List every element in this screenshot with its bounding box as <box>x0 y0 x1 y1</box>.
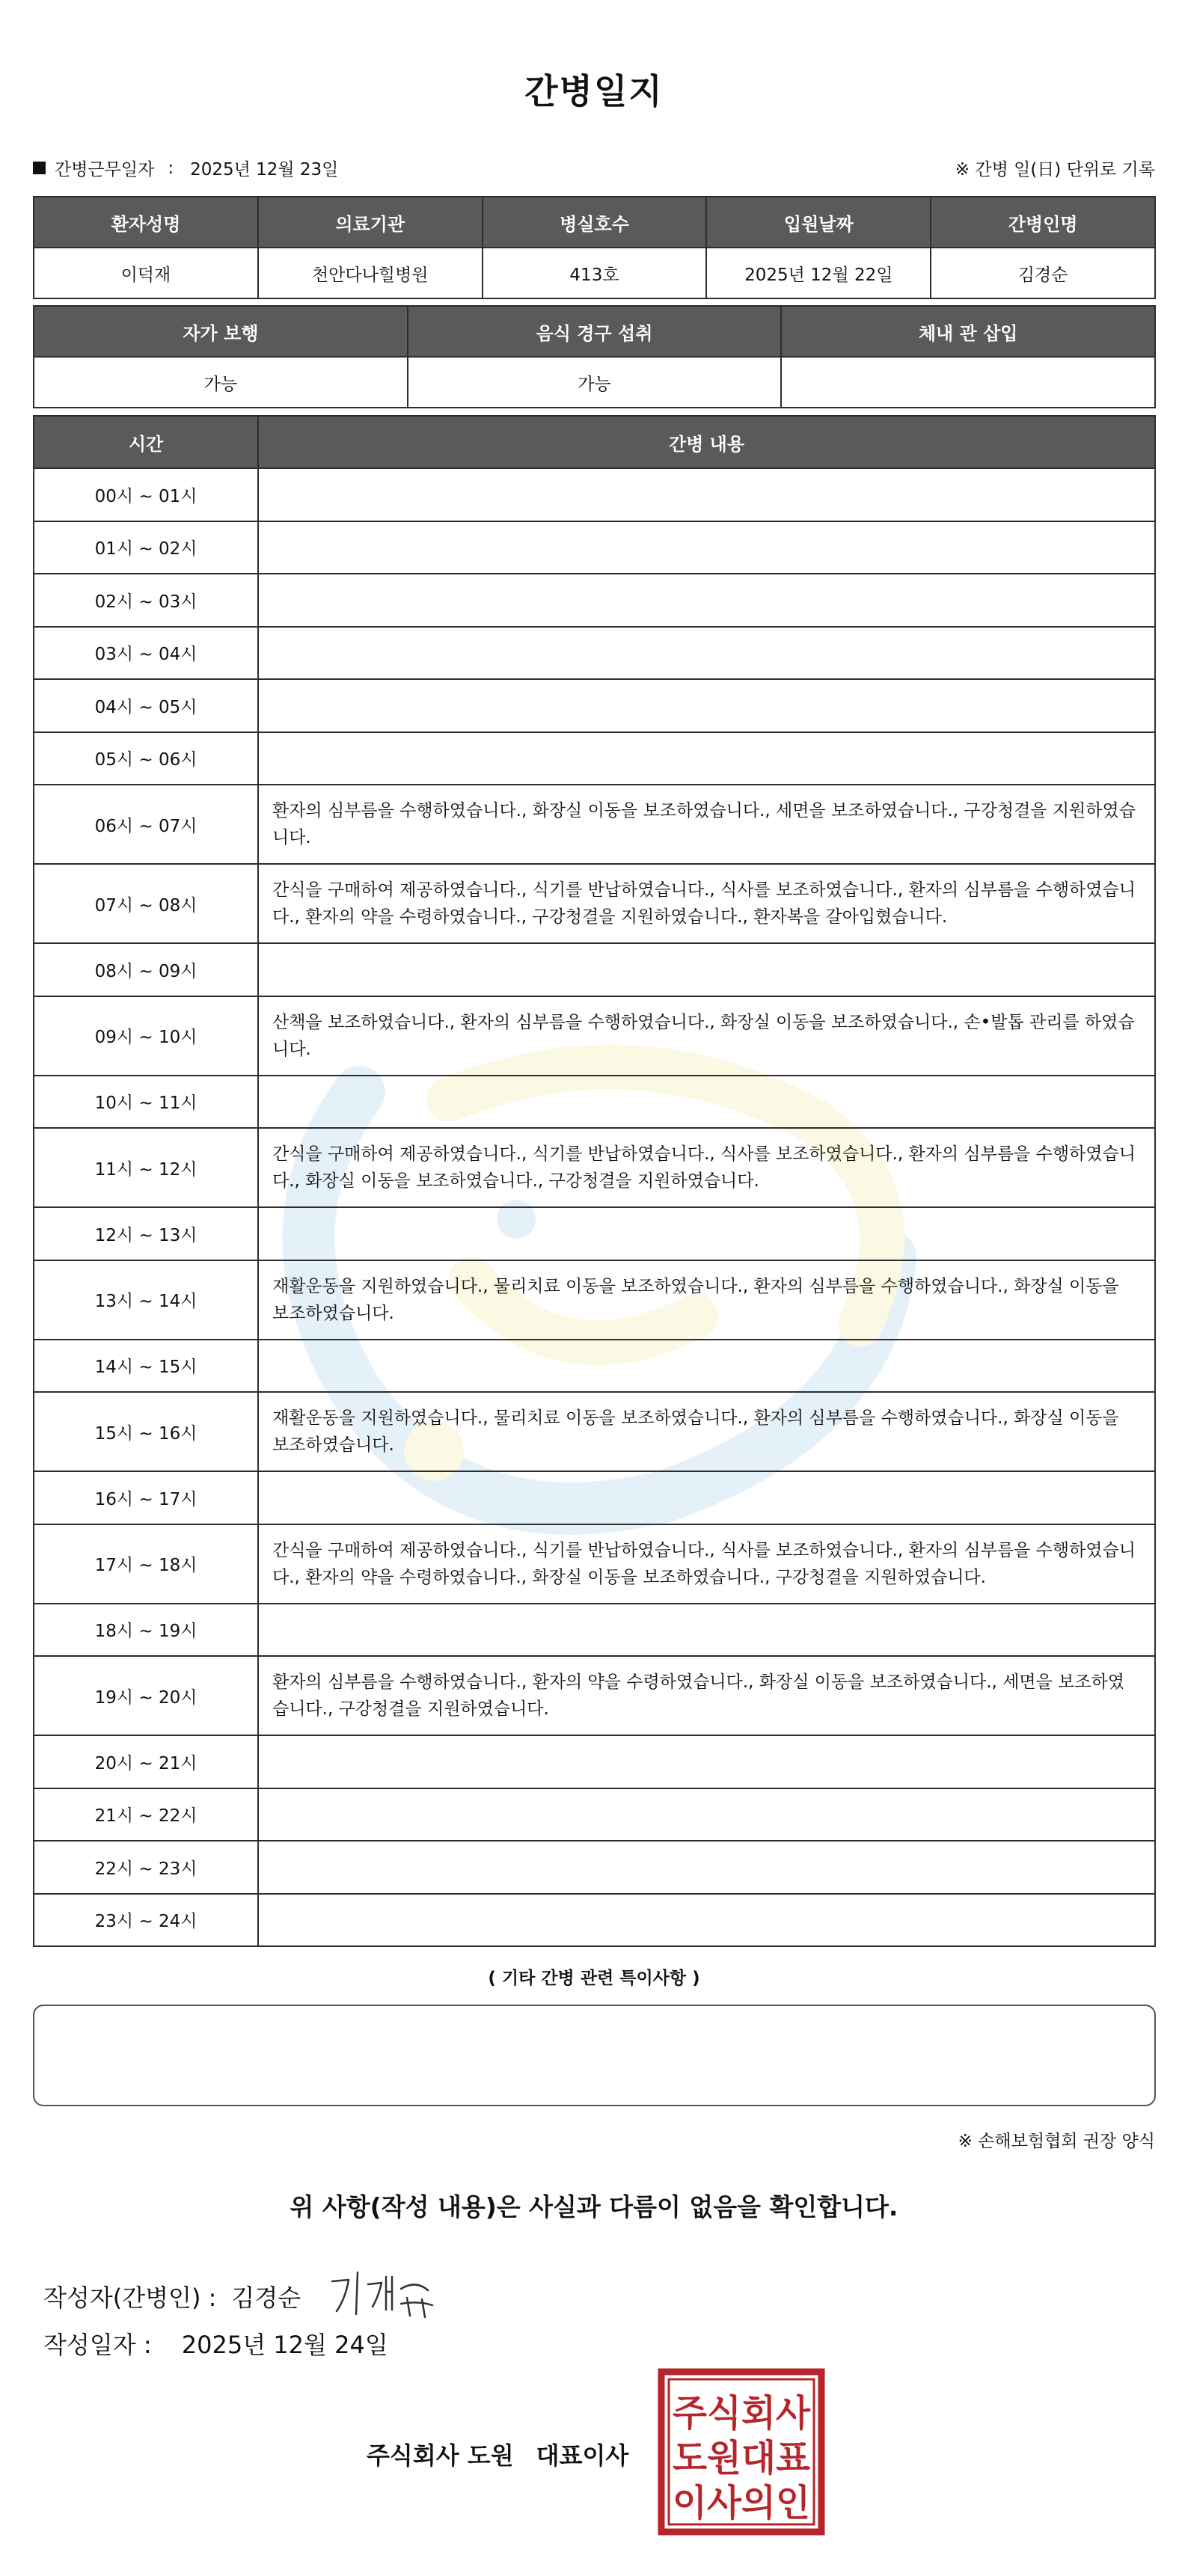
header-oral-intake: 음식 경구 섭취 <box>408 306 782 357</box>
representative-title: 대표이사 <box>536 2441 629 2470</box>
care-log-header-row <box>34 416 1155 468</box>
care-log-row <box>34 996 1155 1076</box>
care-log-time: 13시 ~ 14시 <box>34 1260 258 1340</box>
care-log-time: 01시 ~ 02시 <box>34 521 258 574</box>
written-date-label: 작성일자 : <box>43 2331 152 2359</box>
header-hospital: 의료기관 <box>258 197 483 248</box>
writer-label: 작성자(간병인) : <box>43 2284 217 2312</box>
care-log-row <box>34 1524 1155 1604</box>
header-caregiver: 간병인명 <box>931 197 1155 248</box>
care-log-content <box>258 1894 1155 1947</box>
care-date-colon: : <box>168 158 174 178</box>
care-log-row <box>34 732 1155 785</box>
header-tube-insertion: 체내 관 삽입 <box>781 306 1155 357</box>
care-log-row <box>34 1128 1155 1207</box>
care-log-content <box>258 732 1155 785</box>
care-log-time: 02시 ~ 03시 <box>34 574 258 627</box>
care-log-content: 재활운동을 지원하였습니다., 물리치료 이동을 보조하였습니다., 환자의 심부름을 수행하였습니다., 화장실 이동을 보조하였습니다. <box>258 1260 1155 1340</box>
header-patient-name: 환자성명 <box>34 197 258 248</box>
header-care-content: 간병 내용 <box>258 416 1155 468</box>
bullet-square-icon <box>33 162 46 174</box>
care-log-time: 05시 ~ 06시 <box>34 732 258 785</box>
room-number: 413호 <box>483 248 707 298</box>
care-log-time: 19시 ~ 20시 <box>34 1656 258 1735</box>
care-log-row <box>34 1260 1155 1340</box>
tube-insertion-value <box>781 357 1155 408</box>
svg-text:이사의인: 이사의인 <box>673 2482 810 2524</box>
care-log-body <box>34 468 1155 1946</box>
care-log-time: 11시 ~ 12시 <box>34 1128 258 1207</box>
care-log-time: 12시 ~ 13시 <box>34 1207 258 1260</box>
status-value-row <box>34 357 1155 408</box>
care-log-time: 07시 ~ 08시 <box>34 864 258 943</box>
hospital-name: 천안다나힐병원 <box>258 248 483 298</box>
care-log-time: 21시 ~ 22시 <box>34 1788 258 1841</box>
care-log-row <box>34 521 1155 574</box>
care-log-time: 10시 ~ 11시 <box>34 1076 258 1129</box>
recommend-note: ※ 손해보험협회 권장 양식 <box>958 2132 1155 2151</box>
patient-info-table <box>33 196 1156 299</box>
care-log-time: 17시 ~ 18시 <box>34 1524 258 1604</box>
care-log-content: 환자의 심부름을 수행하였습니다., 화장실 이동을 보조하였습니다., 세면을 보조하였습니다., 구강청결을 지원하였습니다. <box>258 785 1155 864</box>
writer-row <box>43 2266 465 2326</box>
care-log-content <box>258 1207 1155 1260</box>
care-log-row <box>34 1735 1155 1788</box>
confirm-statement: 위 사항(작성 내용)은 사실과 다름이 없음을 확인합니다. <box>290 2192 898 2221</box>
care-date-label: 간병근무일자 <box>55 160 155 180</box>
care-log-content <box>258 679 1155 732</box>
care-log-content <box>258 1841 1155 1894</box>
care-log-row <box>34 864 1155 943</box>
header-room: 병실호수 <box>483 197 707 248</box>
care-log-content <box>258 627 1155 680</box>
care-log-time: 16시 ~ 17시 <box>34 1471 258 1524</box>
writer-name: 김경순 <box>231 2284 301 2312</box>
company-seal-stamp <box>657 2367 826 2536</box>
care-log-time: 03시 ~ 04시 <box>34 627 258 680</box>
self-walking-value: 가능 <box>34 357 408 408</box>
care-log-content: 재활운동을 지원하였습니다., 물리치료 이동을 보조하였습니다., 환자의 심부름을 수행하였습니다., 화장실 이동을 보조하였습니다. <box>258 1392 1155 1471</box>
meta-row <box>33 156 1155 185</box>
record-note: ※ 간병 일(日) 단위로 기록 <box>955 160 1155 180</box>
care-log-content <box>258 468 1155 521</box>
status-header-row <box>34 306 1155 357</box>
patient-name: 이덕재 <box>34 248 258 298</box>
header-admission-date: 입원날짜 <box>706 197 931 248</box>
care-log-time: 04시 ~ 05시 <box>34 679 258 732</box>
care-log-content <box>258 943 1155 996</box>
care-log-time: 00시 ~ 01시 <box>34 468 258 521</box>
care-log-content <box>258 1471 1155 1524</box>
company-name: 주식회사 도원 <box>367 2441 514 2470</box>
care-log-row <box>34 468 1155 521</box>
care-log-time: 08시 ~ 09시 <box>34 943 258 996</box>
care-log-row <box>34 1392 1155 1471</box>
company-signature-line <box>367 2437 628 2471</box>
care-log-row <box>34 1841 1155 1894</box>
care-log-content <box>258 521 1155 574</box>
care-log-time: 23시 ~ 24시 <box>34 1894 258 1947</box>
care-log-row <box>34 1894 1155 1947</box>
care-log-table <box>33 415 1156 1947</box>
written-date-row <box>43 2326 388 2361</box>
care-log-content: 간식을 구매하여 제공하였습니다., 식기를 반납하였습니다., 식사를 보조하였습니다., 환자의 심부름을 수행하였습니다., 환자의 약을 수령하였습니다., 구강청결을 지원하였습니다., 환자복을 갈아입혔습니다. <box>258 864 1155 943</box>
care-log-row <box>34 627 1155 680</box>
care-log-content: 환자의 심부름을 수행하였습니다., 환자의 약을 수령하였습니다., 화장실 이동을 보조하였습니다., 세면을 보조하였습니다., 구강청결을 지원하였습니다. <box>258 1656 1155 1735</box>
care-log-content: 간식을 구매하여 제공하였습니다., 식기를 반납하였습니다., 식사를 보조하였습니다., 환자의 심부름을 수행하였습니다., 화장실 이동을 보조하였습니다., 구강청결을 지원하였습니다. <box>258 1128 1155 1207</box>
care-log-row <box>34 785 1155 864</box>
care-log-time: 09시 ~ 10시 <box>34 996 258 1076</box>
care-log-content: 산책을 보조하였습니다., 환자의 심부름을 수행하였습니다., 화장실 이동을 보조하였습니다., 손•발톱 관리를 하였습니다. <box>258 996 1155 1076</box>
care-log-time: 20시 ~ 21시 <box>34 1735 258 1788</box>
care-log-content <box>258 574 1155 627</box>
care-log-row <box>34 679 1155 732</box>
care-log-row <box>34 1076 1155 1129</box>
care-log-row <box>34 1656 1155 1735</box>
care-log-row <box>34 1207 1155 1260</box>
patient-info-header-row <box>34 197 1155 248</box>
care-log-time: 22시 ~ 23시 <box>34 1841 258 1894</box>
header-self-walking: 자가 보행 <box>34 306 408 357</box>
oral-intake-value: 가능 <box>408 357 782 408</box>
care-log-content <box>258 1735 1155 1788</box>
svg-text:도원대표: 도원대표 <box>673 2437 811 2480</box>
patient-info-value-row <box>34 248 1155 298</box>
svg-text:주식회사: 주식회사 <box>673 2392 811 2435</box>
care-log-content <box>258 1340 1155 1393</box>
written-date-value: 2025년 12월 24일 <box>181 2331 388 2359</box>
care-log-time: 06시 ~ 07시 <box>34 785 258 864</box>
special-notes-box <box>33 2005 1156 2106</box>
care-log-row <box>34 1604 1155 1657</box>
care-log-row <box>34 1340 1155 1393</box>
admission-date: 2025년 12월 22일 <box>706 248 931 298</box>
care-log-content <box>258 1788 1155 1841</box>
care-log-time: 14시 ~ 15시 <box>34 1340 258 1393</box>
header-time: 시간 <box>34 416 258 468</box>
care-date <box>33 156 338 180</box>
care-log-time: 15시 ~ 16시 <box>34 1392 258 1471</box>
care-date-value: 2025년 12월 23일 <box>190 160 339 180</box>
care-log-row <box>34 1471 1155 1524</box>
patient-status-table <box>33 305 1156 408</box>
care-log-content <box>258 1604 1155 1657</box>
special-notes-title: ( 기타 간병 관련 특이사항 ) <box>488 1969 700 1988</box>
care-log-row <box>34 1788 1155 1841</box>
care-log-time: 18시 ~ 19시 <box>34 1604 258 1657</box>
care-log-content <box>258 1076 1155 1129</box>
page-title: 간병일지 <box>524 71 664 111</box>
care-log-content: 간식을 구매하여 제공하였습니다., 식기를 반납하였습니다., 식사를 보조하였습니다., 환자의 심부름을 수행하였습니다., 환자의 약을 수령하였습니다., 화장실 이동을 보조하였습니다., 구강청결을 지원하였습니다. <box>258 1524 1155 1604</box>
caregiver-name: 김경순 <box>931 248 1155 298</box>
signature-image <box>323 2266 465 2326</box>
care-log-row <box>34 943 1155 996</box>
care-log-row <box>34 574 1155 627</box>
